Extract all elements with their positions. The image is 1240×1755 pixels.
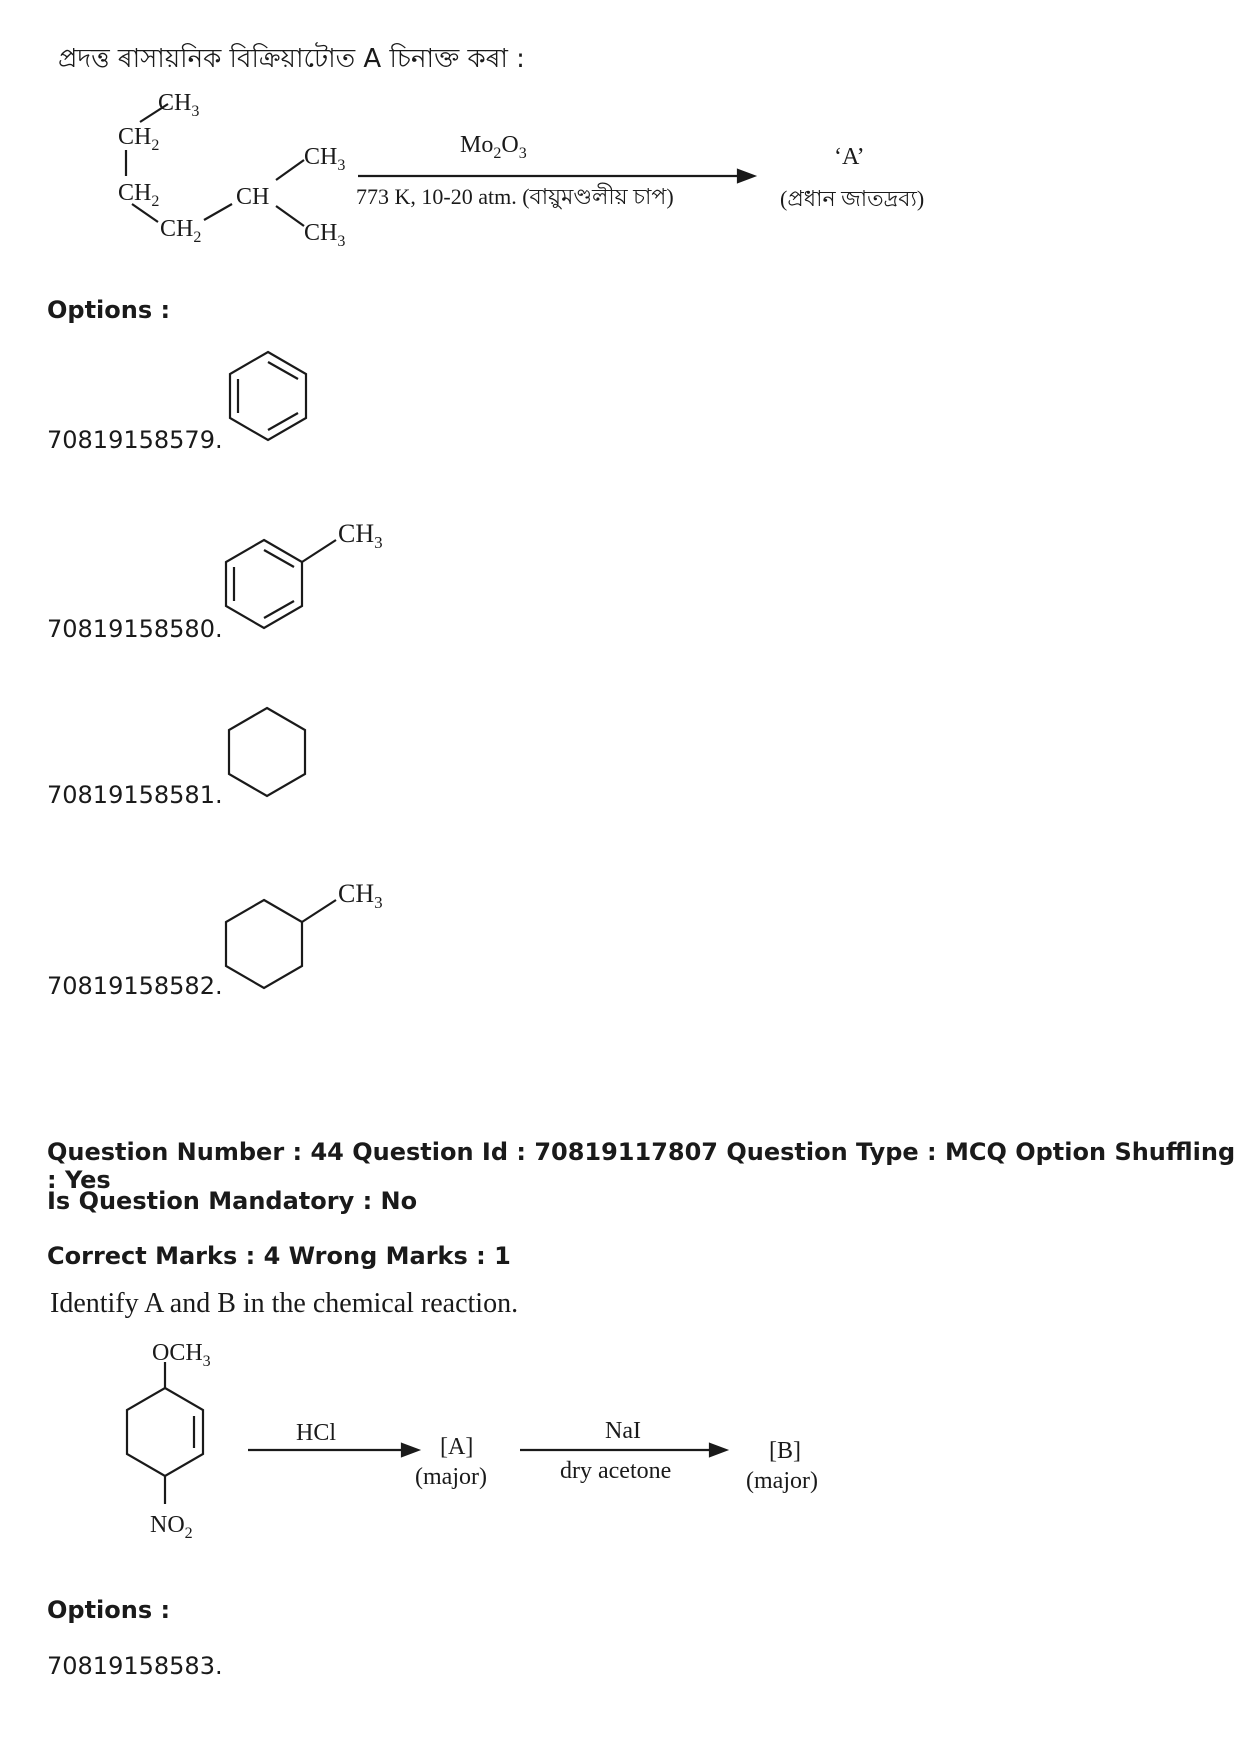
toluene-structure xyxy=(218,516,418,636)
group-ch3-lower: $CH_3$ xyxy=(304,220,346,250)
question-44-prompt: Identify A and B in the chemical reaction. xyxy=(50,1288,519,1319)
arrow-1-head xyxy=(402,1444,418,1456)
question-44-marks: Correct Marks : 4 Wrong Marks : 1 xyxy=(47,1242,511,1270)
benzene-structure xyxy=(220,346,320,446)
product-note: (major) xyxy=(746,1468,818,1494)
intermediate-note: (major) xyxy=(415,1464,487,1490)
option-id-2: 70819158580. xyxy=(47,615,223,643)
question-44-meta: Question Number : 44 Question Id : 70819117807 Question Type : MCQ Option Shuffling : Yes xyxy=(47,1138,1236,1194)
group-ch3-top: $CH_3$ xyxy=(158,90,200,120)
product-a: ‘A’ xyxy=(834,144,865,170)
cyclohexene-ring xyxy=(127,1388,203,1476)
group-ch3-upper: $CH_3$ xyxy=(304,144,346,174)
group-ch: CH xyxy=(236,184,270,210)
option-id-1: 70819158579. xyxy=(47,426,223,454)
q44-reaction-scheme xyxy=(110,1340,870,1580)
condition-dry-acetone: dry acetone xyxy=(560,1458,672,1484)
bond-ch-ch3-lower xyxy=(276,206,304,226)
options-label-q44: Options : xyxy=(47,1596,171,1624)
option-id-q44-1: 70819158583. xyxy=(47,1652,223,1680)
product-note: (প্ৰধান জাতদ্ৰব্য) xyxy=(780,186,925,211)
product-b: [B] xyxy=(769,1438,801,1464)
group-ch2-1: $CH_2$ xyxy=(118,124,160,154)
option-id-4: 70819158582. xyxy=(47,972,223,1000)
reagent-mo2o3: $Mo_2O_3$ xyxy=(460,132,527,162)
group-ch2-2: $CH_2$ xyxy=(118,180,160,210)
group-och3: $OCH_3$ xyxy=(152,1340,211,1370)
methylcyclohexane-structure xyxy=(218,874,418,994)
ch3-substituent: $CH_3$ xyxy=(338,519,383,552)
options-label-q43: Options : xyxy=(47,296,171,324)
ch3-substituent: $CH_3$ xyxy=(338,879,383,912)
intermediate-a: [A] xyxy=(440,1434,474,1460)
condition-text: 773 K, 10-20 atm. (বায়ুমণ্ডলীয় চাপ) xyxy=(356,184,674,209)
arrow-2-head xyxy=(710,1444,726,1456)
q43-reaction-scheme xyxy=(110,80,970,280)
reagent-hcl: HCl xyxy=(296,1420,337,1446)
reagent-nai: NaI xyxy=(605,1418,641,1444)
bond-ch2-ch xyxy=(204,204,232,220)
question-44-mandatory: Is Question Mandatory : No xyxy=(47,1187,418,1215)
group-ch2-3: $CH_2$ xyxy=(160,216,202,246)
cyclohexane-structure xyxy=(220,702,320,802)
group-no2: $NO_2$ xyxy=(150,1512,193,1542)
arrow-head xyxy=(738,170,754,182)
bond-ch-ch3-upper xyxy=(276,160,304,180)
question-43-prompt: প্ৰদত্ত ৰাসায়নিক বিক্ৰিয়াটোত A চিনাক্ত কৰা : xyxy=(58,44,525,74)
option-id-3: 70819158581. xyxy=(47,781,223,809)
